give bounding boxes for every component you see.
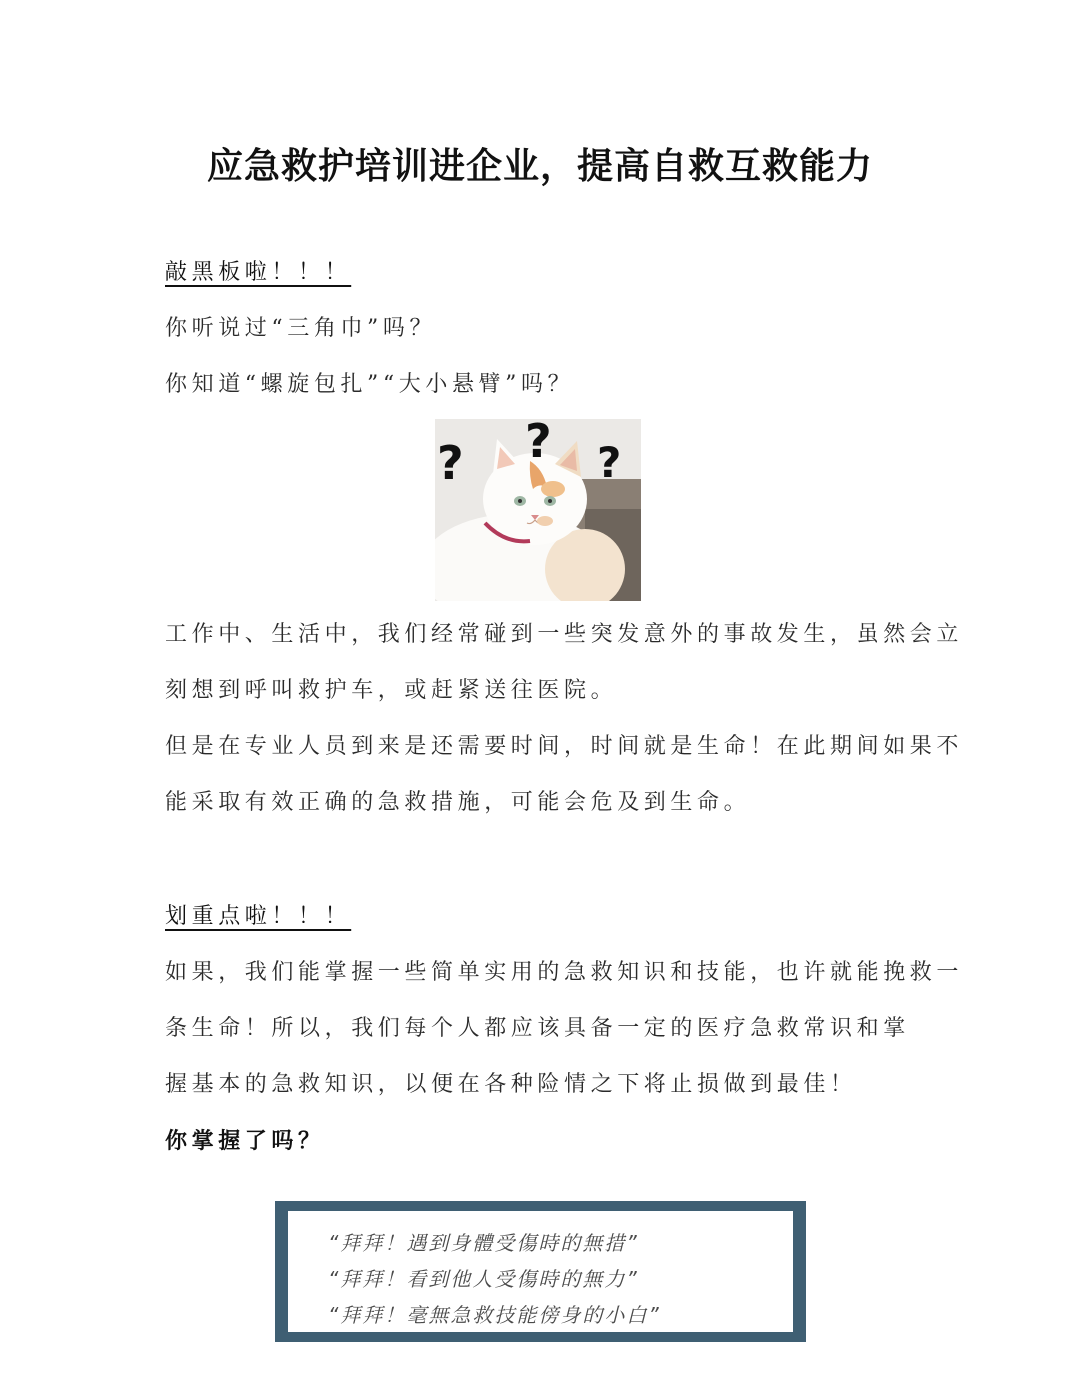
page-title: 应急救护培训进企业，提高自救互救能力 — [206, 146, 873, 187]
svg-text:?: ? — [525, 419, 552, 468]
confused-cat-image — [435, 419, 641, 601]
paragraph-line: 如果，我们能掌握一些简单实用的急救知识和技能，也许就能挽救一 — [165, 960, 964, 985]
quote-box-inner — [288, 1211, 793, 1332]
quote-line: “拜拜！看到他人受傷時的無力” — [328, 1267, 639, 1291]
quote-line: “拜拜！毫無急救技能傍身的小白” — [328, 1303, 661, 1327]
paragraph-line: 工作中、生活中，我们经常碰到一些突发意外的事故发生，虽然会立 — [165, 622, 964, 647]
section-heading-key-points: 划重点啦！！！ — [165, 904, 352, 929]
closing-question: 你掌握了吗？ — [165, 1128, 325, 1154]
quote-box — [275, 1201, 806, 1342]
question-line: 你知道“螺旋包扎”“大小悬臂”吗？ — [165, 372, 575, 397]
paragraph-line: 握基本的急救知识，以便在各种险情之下将止损做到最佳！ — [165, 1072, 857, 1097]
cat-question-icon — [435, 419, 641, 601]
svg-text:?: ? — [597, 438, 622, 487]
paragraph-line: 能采取有效正确的急救措施，可能会危及到生命。 — [165, 790, 751, 815]
quote-line: “拜拜！遇到身體受傷時的無措” — [328, 1231, 639, 1255]
paragraph-line: 但是在专业人员到来是还需要时间，时间就是生命！在此期间如果不 — [165, 734, 964, 759]
paragraph-line: 条生命！所以，我们每个人都应该具备一定的医疗急救常识和掌 — [165, 1016, 910, 1041]
question-line: 你听说过“三角巾”吗？ — [165, 316, 437, 341]
paragraph-line: 刻想到呼叫救护车，或赶紧送往医院。 — [165, 678, 618, 703]
svg-text:?: ? — [437, 436, 464, 490]
section-heading-blackboard: 敲黑板啦！！！ — [165, 260, 352, 285]
